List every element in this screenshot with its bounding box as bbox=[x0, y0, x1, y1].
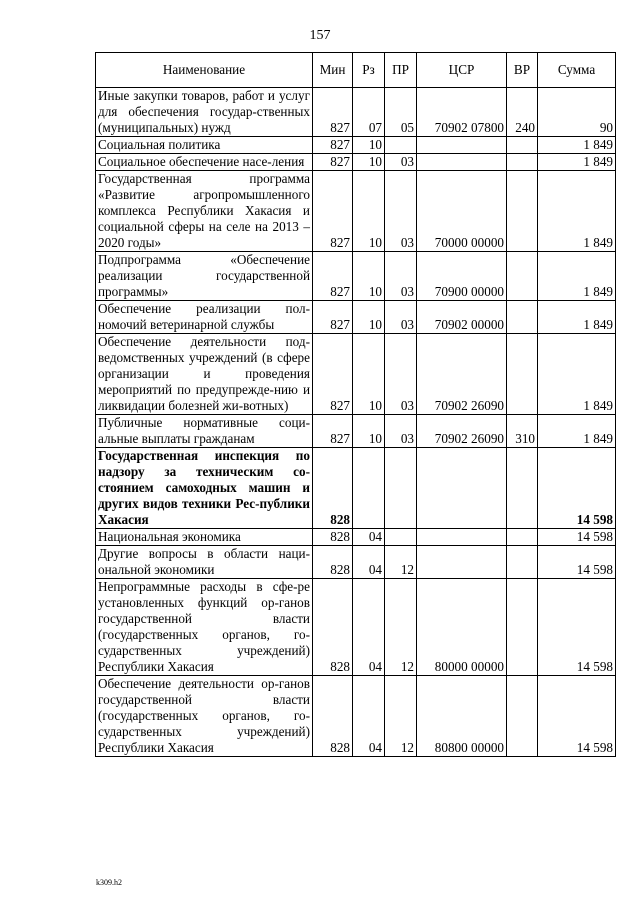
cell-pr: 12 bbox=[385, 546, 417, 579]
cell-rz: 10 bbox=[353, 415, 385, 448]
cell-name: Социальное обеспечение насе-ления bbox=[96, 154, 313, 171]
table-row bbox=[96, 88, 616, 137]
cell-name: Другие вопросы в области наци-ональной экономики bbox=[96, 546, 313, 579]
cell-rz: 10 bbox=[353, 137, 385, 154]
cell-vr bbox=[507, 301, 538, 334]
cell-sum: 1 849 bbox=[538, 334, 616, 415]
cell-pr: 03 bbox=[385, 252, 417, 301]
cell-csr bbox=[417, 546, 507, 579]
cell-min: 827 bbox=[313, 171, 353, 252]
cell-sum: 90 bbox=[538, 88, 616, 137]
table-row bbox=[96, 676, 616, 757]
table-row bbox=[96, 415, 616, 448]
cell-rz: 07 bbox=[353, 88, 385, 137]
cell-min: 828 bbox=[313, 546, 353, 579]
cell-rz: 04 bbox=[353, 676, 385, 757]
cell-pr: 03 bbox=[385, 415, 417, 448]
cell-vr bbox=[507, 676, 538, 757]
table-row bbox=[96, 334, 616, 415]
cell-rz: 10 bbox=[353, 252, 385, 301]
cell-csr: 70000 00000 bbox=[417, 171, 507, 252]
cell-csr: 70902 07800 bbox=[417, 88, 507, 137]
cell-csr bbox=[417, 448, 507, 529]
cell-csr: 80800 00000 bbox=[417, 676, 507, 757]
table-row bbox=[96, 579, 616, 676]
cell-min: 828 bbox=[313, 676, 353, 757]
cell-sum: 14 598 bbox=[538, 529, 616, 546]
cell-rz: 10 bbox=[353, 301, 385, 334]
cell-vr bbox=[507, 137, 538, 154]
cell-vr: 310 bbox=[507, 415, 538, 448]
table-header-row bbox=[96, 53, 616, 88]
header-sum: Сумма bbox=[538, 53, 616, 88]
cell-sum: 1 849 bbox=[538, 301, 616, 334]
cell-csr bbox=[417, 529, 507, 546]
cell-name: Публичные нормативные соци-альные выплаты гражданам bbox=[96, 415, 313, 448]
table-row bbox=[96, 529, 616, 546]
header-csr: ЦСР bbox=[417, 53, 507, 88]
table-row bbox=[96, 546, 616, 579]
cell-pr: 03 bbox=[385, 171, 417, 252]
cell-min: 828 bbox=[313, 529, 353, 546]
cell-pr: 03 bbox=[385, 334, 417, 415]
cell-vr: 240 bbox=[507, 88, 538, 137]
cell-name: Государственная программа «Развитие агропромышленного комплекса Республики Хакасия и социальной сферы на селе на 2013 – 2020 годы» bbox=[96, 171, 313, 252]
cell-csr: 70902 26090 bbox=[417, 334, 507, 415]
page-number: 157 bbox=[309, 28, 331, 43]
cell-sum: 1 849 bbox=[538, 154, 616, 171]
cell-sum: 14 598 bbox=[538, 546, 616, 579]
cell-pr bbox=[385, 448, 417, 529]
cell-min: 827 bbox=[313, 252, 353, 301]
cell-rz: 10 bbox=[353, 154, 385, 171]
cell-min: 827 bbox=[313, 88, 353, 137]
cell-min: 828 bbox=[313, 579, 353, 676]
table-row bbox=[96, 301, 616, 334]
cell-csr: 70902 00000 bbox=[417, 301, 507, 334]
cell-name: Обеспечение деятельности под-ведомственных учреждений (в сфере организации и проведения мероприятий по предупрежде-нию и ликвидации болезней жи-вотных) bbox=[96, 334, 313, 415]
cell-vr bbox=[507, 171, 538, 252]
cell-rz bbox=[353, 448, 385, 529]
cell-rz: 04 bbox=[353, 529, 385, 546]
cell-name: Подпрограмма «Обеспечение реализации государственной программы» bbox=[96, 252, 313, 301]
footer-code: k309.h2 bbox=[96, 878, 122, 887]
cell-sum: 14 598 bbox=[538, 579, 616, 676]
table-row bbox=[96, 137, 616, 154]
table-row bbox=[96, 448, 616, 529]
cell-sum: 14 598 bbox=[538, 676, 616, 757]
cell-pr bbox=[385, 529, 417, 546]
cell-name: Национальная экономика bbox=[96, 529, 313, 546]
header-rz: Рз bbox=[353, 53, 385, 88]
cell-name: Иные закупки товаров, работ и услуг для обеспечения государ-ственных (муниципальных) нужд bbox=[96, 88, 313, 137]
cell-min: 828 bbox=[313, 448, 353, 529]
cell-pr: 03 bbox=[385, 154, 417, 171]
cell-csr bbox=[417, 137, 507, 154]
cell-vr bbox=[507, 448, 538, 529]
table-row bbox=[96, 154, 616, 171]
cell-csr bbox=[417, 154, 507, 171]
cell-vr bbox=[507, 579, 538, 676]
cell-vr bbox=[507, 154, 538, 171]
budget-table bbox=[95, 52, 616, 757]
header-pr: ПР bbox=[385, 53, 417, 88]
header-name: Наименование bbox=[96, 53, 313, 88]
cell-sum: 1 849 bbox=[538, 137, 616, 154]
cell-sum: 1 849 bbox=[538, 415, 616, 448]
cell-csr: 80000 00000 bbox=[417, 579, 507, 676]
cell-sum: 1 849 bbox=[538, 252, 616, 301]
cell-rz: 10 bbox=[353, 334, 385, 415]
cell-name: Социальная политика bbox=[96, 137, 313, 154]
cell-sum: 1 849 bbox=[538, 171, 616, 252]
cell-rz: 04 bbox=[353, 579, 385, 676]
cell-min: 827 bbox=[313, 137, 353, 154]
cell-vr bbox=[507, 529, 538, 546]
cell-vr bbox=[507, 546, 538, 579]
cell-pr: 03 bbox=[385, 301, 417, 334]
cell-sum: 14 598 bbox=[538, 448, 616, 529]
cell-vr bbox=[507, 252, 538, 301]
cell-pr: 05 bbox=[385, 88, 417, 137]
cell-name: Обеспечение деятельности ор-ганов государственной власти (государственных органов, го-сударственных учреждений) Республики Хакасия bbox=[96, 676, 313, 757]
cell-pr bbox=[385, 137, 417, 154]
cell-min: 827 bbox=[313, 334, 353, 415]
cell-csr: 70902 26090 bbox=[417, 415, 507, 448]
cell-vr bbox=[507, 334, 538, 415]
cell-name: Непрограммные расходы в сфе-ре установленных функций ор-ганов государственной власти (государственных органов, го-сударственных учреждений) Республики Хакасия bbox=[96, 579, 313, 676]
cell-min: 827 bbox=[313, 154, 353, 171]
cell-rz: 10 bbox=[353, 171, 385, 252]
cell-pr: 12 bbox=[385, 676, 417, 757]
header-vr: ВР bbox=[507, 53, 538, 88]
cell-csr: 70900 00000 bbox=[417, 252, 507, 301]
header-min: Мин bbox=[313, 53, 353, 88]
cell-min: 827 bbox=[313, 301, 353, 334]
cell-name: Государственная инспекция по надзору за техническим со-стоянием самоходных машин и других видов техники Рес-публики Хакасия bbox=[96, 448, 313, 529]
cell-name: Обеспечение реализации пол-номочий ветеринарной службы bbox=[96, 301, 313, 334]
cell-min: 827 bbox=[313, 415, 353, 448]
cell-pr: 12 bbox=[385, 579, 417, 676]
table-row bbox=[96, 171, 616, 252]
cell-rz: 04 bbox=[353, 546, 385, 579]
table-row bbox=[96, 252, 616, 301]
